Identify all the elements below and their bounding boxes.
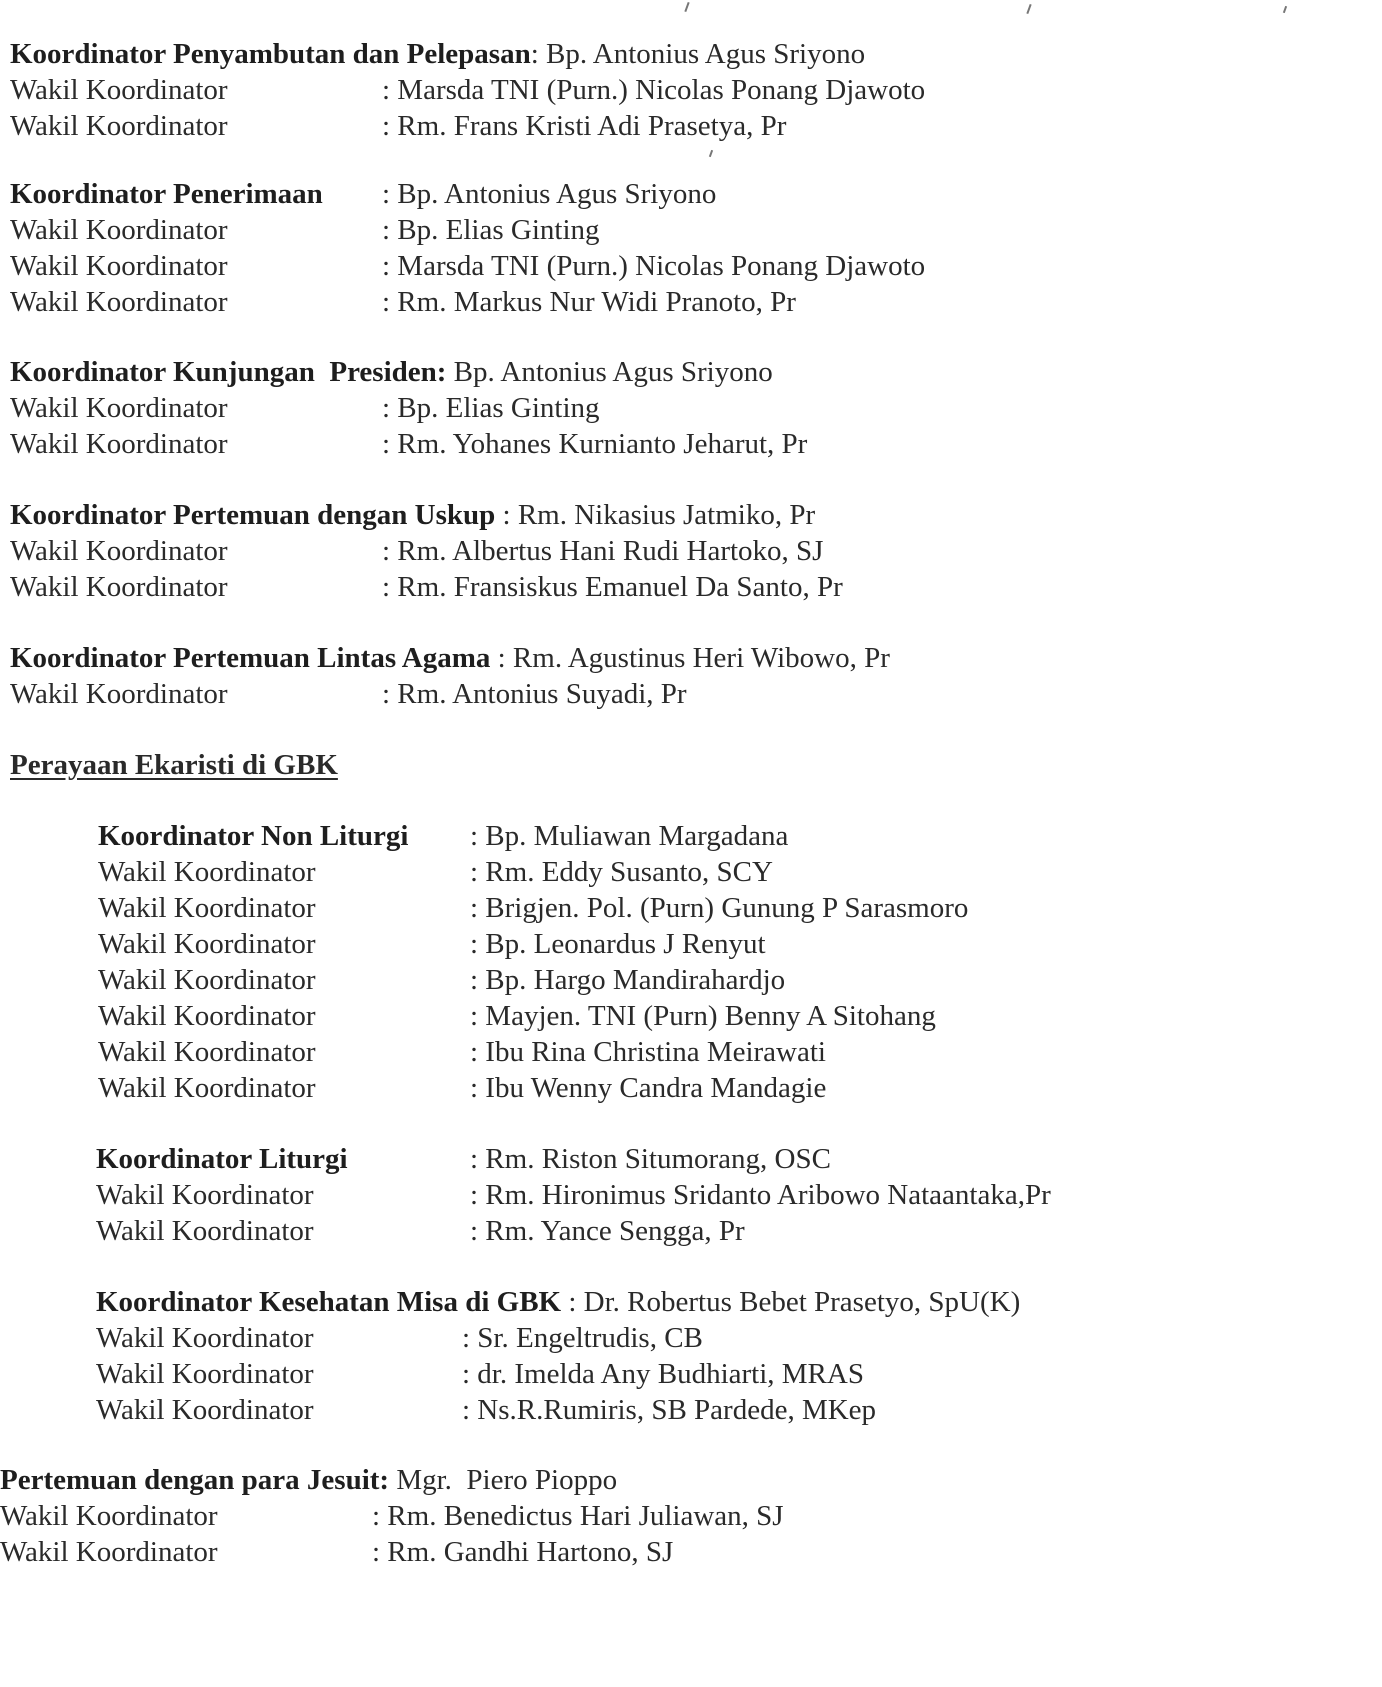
member-name: : Rm. Albertus Hani Rudi Hartoko, SJ [382, 535, 824, 567]
section-title: Koordinator Kesehatan Misa di GBK [96, 1286, 562, 1318]
member-name: : Rm. Yance Sengga, Pr [470, 1215, 745, 1247]
separator: : [530, 38, 539, 70]
section-title: Koordinator Pertemuan dengan Uskup [10, 499, 496, 531]
role-label: Wakil Koordinator [98, 1036, 316, 1068]
member-name: : Rm. Markus Nur Widi Pranoto, Pr [382, 286, 796, 318]
section-kesehatan-header [96, 1284, 1020, 1320]
role-label: Wakil Koordinator [10, 286, 228, 318]
member-name: : Ns.R.Rumiris, SB Pardede, MKep [462, 1394, 877, 1426]
lead-name: Bp. Antonius Agus Sriyono [453, 356, 773, 388]
member-name: : dr. Imelda Any Budhiarti, MRAS [462, 1358, 864, 1390]
section-title: Pertemuan dengan para Jesuit: [0, 1464, 390, 1496]
scan-artifact [709, 150, 713, 157]
role-label: Wakil Koordinator [96, 1358, 314, 1390]
lead-name: : Bp. Muliawan Margadana [470, 820, 789, 852]
member-name: : Mayjen. TNI (Purn) Benny A Sitohang [470, 1000, 936, 1032]
lead-name: : Rm. Nikasius Jatmiko, Pr [502, 499, 816, 531]
member-name: : Bp. Hargo Mandirahardjo [470, 964, 786, 996]
lead-name: : Dr. Robertus Bebet Prasetyo, SpU(K) [568, 1286, 1021, 1318]
role-label: Wakil Koordinator [10, 110, 228, 142]
role-label: Wakil Koordinator [10, 392, 228, 424]
role-label: Wakil Koordinator [98, 928, 316, 960]
lead-name: : Rm. Agustinus Heri Wibowo, Pr [497, 642, 890, 674]
member-name: : Bp. Elias Ginting [382, 214, 600, 246]
member-name: : Brigjen. Pol. (Purn) Gunung P Sarasmoro [470, 892, 969, 924]
member-name: : Bp. Leonardus J Renyut [470, 928, 766, 960]
member-name: : Ibu Rina Christina Meirawati [470, 1036, 826, 1068]
role-label: Wakil Koordinator [10, 428, 228, 460]
role-label: Wakil Koordinator [96, 1394, 314, 1426]
role-label: Wakil Koordinator [0, 1500, 218, 1532]
section-penyambutan-header [10, 36, 865, 72]
section-title: Koordinator Liturgi [96, 1143, 348, 1175]
role-label: Wakil Koordinator [98, 1000, 316, 1032]
section-title: Koordinator Penerimaan [10, 178, 323, 210]
role-label: Wakil Koordinator [98, 964, 316, 996]
role-label: Wakil Koordinator [10, 250, 228, 282]
role-label: Wakil Koordinator [10, 678, 228, 710]
role-label: Wakil Koordinator [10, 535, 228, 567]
member-name: : Rm. Antonius Suyadi, Pr [382, 678, 687, 710]
gbk-heading: Perayaan Ekaristi di GBK [10, 749, 338, 781]
member-name: : Bp. Elias Ginting [382, 392, 600, 424]
scan-artifact [1026, 4, 1031, 14]
scan-artifact [1283, 6, 1287, 13]
member-name: : Rm. Benedictus Hari Juliawan, SJ [372, 1500, 784, 1532]
role-label: Wakil Koordinator [96, 1322, 314, 1354]
member-name: : Ibu Wenny Candra Mandagie [470, 1072, 827, 1104]
role-label: Wakil Koordinator [98, 1072, 316, 1104]
lead-name: Bp. Antonius Agus Sriyono [546, 38, 866, 70]
member-name: : Sr. Engeltrudis, CB [462, 1322, 703, 1354]
role-label: Wakil Koordinator [96, 1215, 314, 1247]
member-name: : Rm. Gandhi Hartono, SJ [372, 1536, 674, 1568]
member-name: : Rm. Fransiskus Emanuel Da Santo, Pr [382, 571, 843, 603]
member-name: : Rm. Yohanes Kurnianto Jeharut, Pr [382, 428, 808, 460]
member-name: : Marsda TNI (Purn.) Nicolas Ponang Djawoto [382, 74, 926, 106]
section-uskup-header [10, 497, 815, 533]
member-name: : Rm. Eddy Susanto, SCY [470, 856, 773, 888]
scan-artifact [684, 2, 689, 12]
section-title: Koordinator Kunjungan Presiden: [10, 356, 447, 388]
section-jesuit-header [0, 1462, 617, 1498]
member-name: : Rm. Hironimus Sridanto Aribowo Nataantaka,Pr [470, 1179, 1051, 1211]
role-label: Wakil Koordinator [98, 892, 316, 924]
section-title: Koordinator Non Liturgi [98, 820, 409, 852]
lead-name: Mgr. Piero Pioppo [396, 1464, 618, 1496]
lead-name: : Rm. Riston Situmorang, OSC [470, 1143, 831, 1175]
role-label: Wakil Koordinator [10, 571, 228, 603]
role-label: Wakil Koordinator [98, 856, 316, 888]
member-name: : Rm. Frans Kristi Adi Prasetya, Pr [382, 110, 787, 142]
role-label: Wakil Koordinator [96, 1179, 314, 1211]
role-label: Wakil Koordinator [10, 74, 228, 106]
member-name: : Marsda TNI (Purn.) Nicolas Ponang Djawoto [382, 250, 926, 282]
section-lintas-agama-header [10, 640, 890, 676]
section-title: Koordinator Penyambutan dan Pelepasan [10, 38, 531, 70]
section-title: Koordinator Pertemuan Lintas Agama [10, 642, 491, 674]
role-label: Wakil Koordinator [0, 1536, 218, 1568]
lead-name: : Bp. Antonius Agus Sriyono [382, 178, 717, 210]
section-kunjungan-header [10, 354, 773, 390]
role-label: Wakil Koordinator [10, 214, 228, 246]
